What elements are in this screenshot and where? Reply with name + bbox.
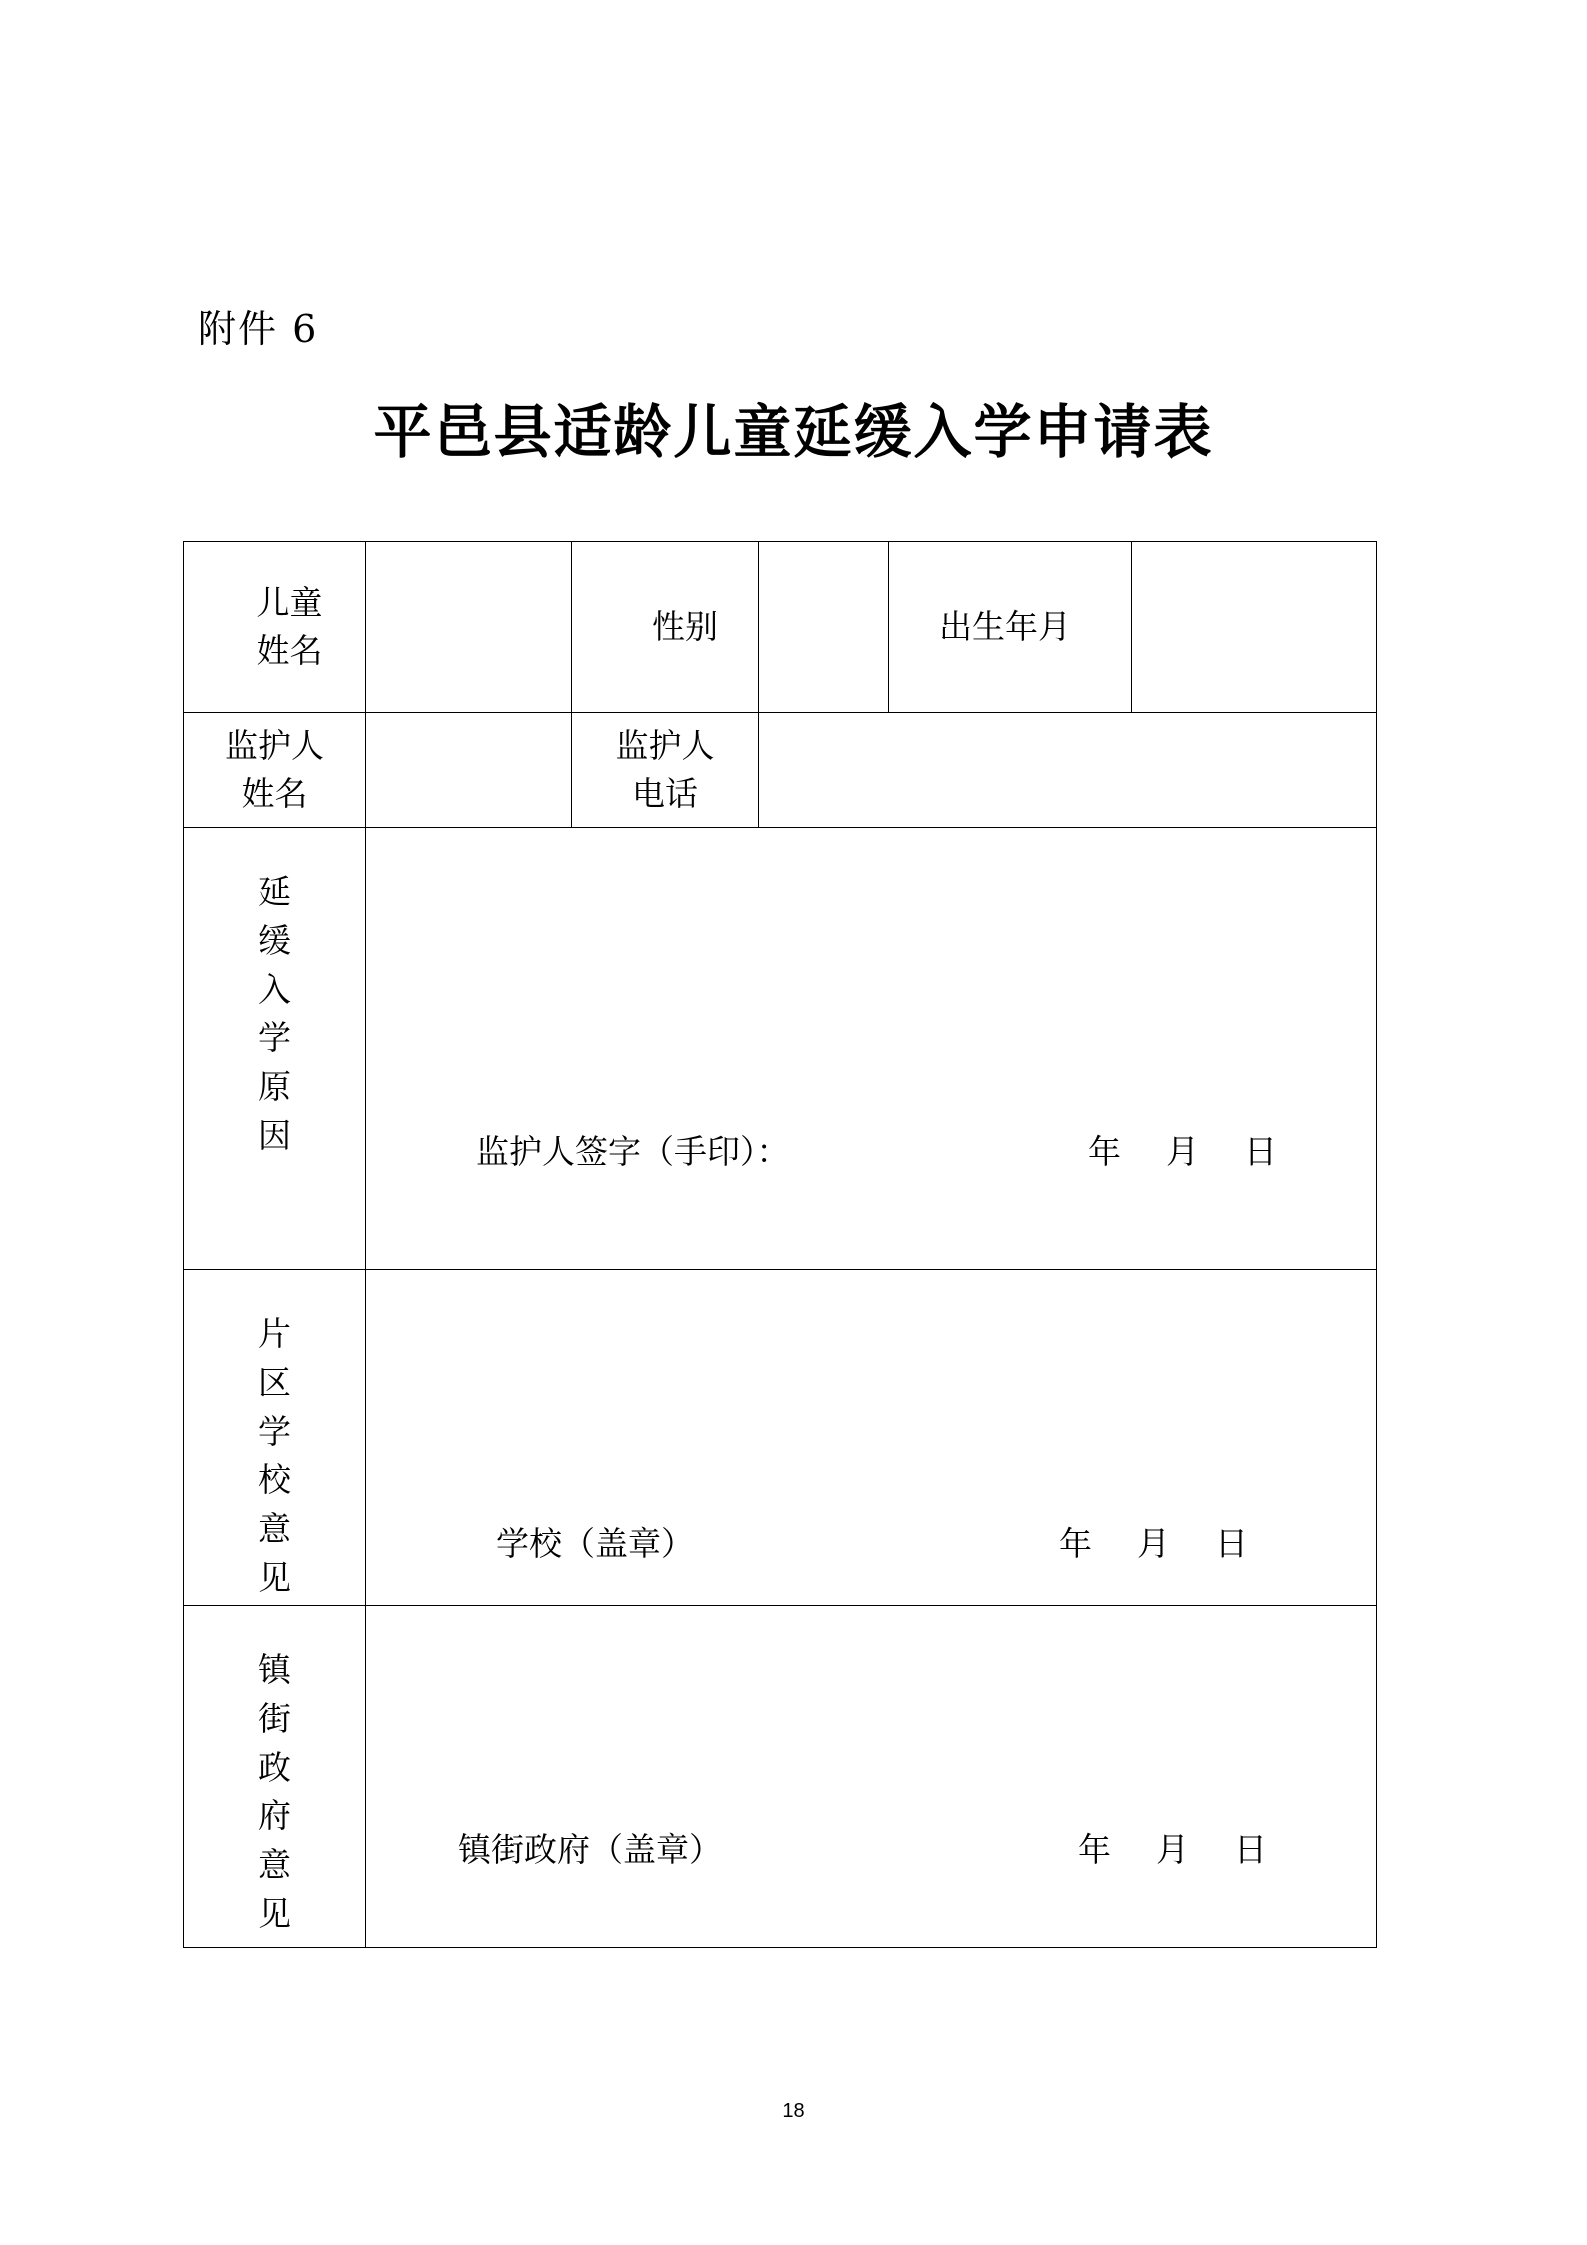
row-town-opinion: [184, 1606, 1377, 1948]
town-date-day: 日: [1234, 1830, 1267, 1869]
gender-field[interactable]: [759, 542, 889, 713]
town-seal-label: 镇街政府（盖章）: [458, 1830, 722, 1869]
guardian-phone-label-line2: 电话: [632, 774, 698, 813]
reason-date-year: 年: [1088, 1132, 1121, 1171]
row-delay-reason: [184, 828, 1377, 1270]
town-label: 镇街政府意见: [258, 1650, 291, 1934]
reason-date: [1088, 1128, 1277, 1176]
child-name-label-line1: 儿童: [256, 583, 323, 623]
row-school-opinion: [184, 1270, 1377, 1606]
town-date: [1078, 1826, 1267, 1874]
town-label-cell: [184, 1606, 366, 1948]
guardian-name-label-line1: 监护人: [225, 726, 324, 766]
birth-label: 出生年月: [889, 542, 1132, 713]
school-seal-label: 学校（盖章）: [496, 1524, 694, 1563]
school-label: 片区学校意见: [258, 1314, 291, 1598]
guardian-name-field[interactable]: [366, 713, 572, 828]
guardian-signature-label: 监护人签字（手印）：: [476, 1132, 790, 1171]
child-name-label-line2: 姓名: [256, 631, 323, 670]
child-name-field[interactable]: [366, 542, 572, 713]
row-guardian-info: [184, 713, 1377, 828]
gender-label: 性别: [572, 542, 759, 713]
guardian-name-label-line2: 姓名: [241, 774, 308, 813]
reason-date-day: 日: [1244, 1132, 1277, 1171]
row-child-info: [184, 542, 1377, 713]
reason-field[interactable]: [366, 828, 1377, 1270]
reason-label: 延缓入学原因: [258, 872, 291, 1156]
child-name-label-cell: [184, 542, 366, 713]
reason-label-cell: [184, 828, 366, 1270]
page-number: 18: [782, 2100, 805, 2122]
reason-date-month: 月: [1166, 1132, 1199, 1171]
guardian-phone-field[interactable]: [759, 713, 1377, 828]
town-date-year: 年: [1078, 1830, 1111, 1869]
school-date-day: 日: [1215, 1524, 1248, 1563]
school-date: [1059, 1520, 1248, 1568]
attachment-label: 附件 6: [198, 307, 319, 351]
school-label-cell: [184, 1270, 366, 1606]
guardian-name-label-cell: [184, 713, 366, 828]
town-opinion-field[interactable]: [366, 1606, 1377, 1948]
guardian-phone-label-line1: 监护人: [615, 726, 715, 766]
school-opinion-field[interactable]: [366, 1270, 1377, 1606]
town-date-month: 月: [1156, 1830, 1189, 1869]
application-form-table: [183, 541, 1377, 1948]
form-title: 平邑县适龄儿童延缓入学申请表: [373, 398, 1214, 466]
school-date-year: 年: [1059, 1524, 1092, 1563]
school-date-month: 月: [1137, 1524, 1170, 1563]
birth-field[interactable]: [1132, 542, 1377, 713]
guardian-phone-label-cell: [572, 713, 759, 828]
